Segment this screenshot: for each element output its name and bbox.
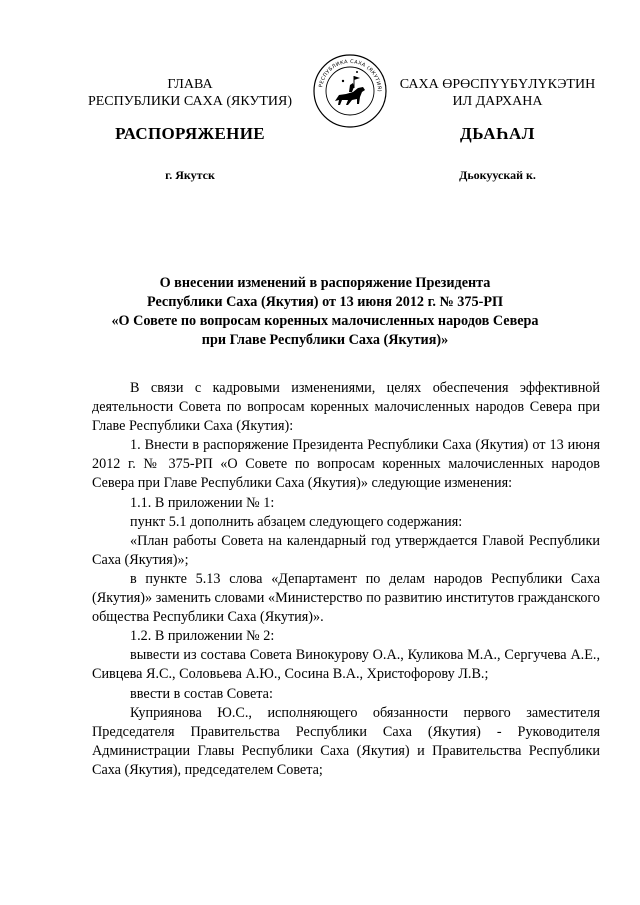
subject-line: при Главе Республики Саха (Якутия)» bbox=[201, 332, 449, 348]
paragraph: 1.1. В приложении № 1: bbox=[130, 494, 275, 511]
paragraph: пункт 5.1 дополнить абзацем следующего содержания: bbox=[130, 513, 463, 530]
subject-line: «О Совете по вопросам коренных малочисленных народов Севера bbox=[111, 313, 539, 329]
city-sakha: Дьокуускай к. bbox=[459, 168, 536, 182]
document-body bbox=[92, 379, 600, 780]
header-right-line2: ИЛ ДАРХАНА bbox=[452, 94, 543, 109]
emblem-ring-text: РЕСПУБЛИКА САХА (ЯКУТИЯ) bbox=[318, 58, 383, 93]
subject-line: Республики Саха (Якутия) от 13 июня 2012 г. № 375-РП bbox=[146, 294, 504, 310]
header-left bbox=[70, 76, 310, 110]
paragraph: 1.2. В приложении № 2: bbox=[130, 628, 275, 645]
paragraph: 1. Внести в распоряжение Президента Республики Саха (Якутия) от 13 июня 2012 г. № 375-РП «О Совете по вопросам коренных малочисленных народов Севера при Главе Республики Саха (Якутия)» следующие изменения: bbox=[92, 437, 600, 492]
city-ru: г. Якутск bbox=[165, 168, 215, 182]
paragraph: Куприянова Ю.С., исполняющего обязанности первого заместителя Председателя Правительства Республики Саха (Якутия) - Руководителя Администрации Главы Республики Саха (Якутия) и Правительства Республики Саха (Якутия), председателем Совета; bbox=[92, 704, 600, 778]
subject-line: О внесении изменений в распоряжение Президента bbox=[159, 275, 491, 291]
document-subject bbox=[92, 274, 558, 350]
header-left-line1: ГЛАВА bbox=[167, 77, 213, 92]
header-right-line1: САХА ӨРӨСПҮҮБҮЛҮКЭТИН bbox=[399, 77, 596, 92]
header-left-line2: РЕСПУБЛИКИ САХА (ЯКУТИЯ) bbox=[87, 94, 293, 109]
doc-type-sakha: ДЬАҺАЛ bbox=[460, 124, 535, 143]
paragraph: «План работы Совета на календарный год утверждается Главой Республики Саха (Якутия)»; bbox=[92, 532, 600, 568]
coat-of-arms-emblem-icon bbox=[313, 54, 387, 128]
paragraph: в пункте 5.13 слова «Департамент по делам народов Республики Саха (Якутия)» заменить словами «Министерство по развитию институтов гражданского общества Республики Саха (Якутия)». bbox=[92, 570, 600, 626]
paragraph: В связи с кадровыми изменениями, целях обеспечения эффективной деятельности Совета по вопросам коренных малочисленных народов Севера при Главе Республики Саха (Якутия): bbox=[92, 380, 600, 435]
header-right bbox=[390, 76, 605, 110]
paragraph: ввести в состав Совета: bbox=[130, 685, 273, 702]
doc-type-ru: РАСПОРЯЖЕНИЕ bbox=[115, 124, 265, 143]
paragraph: вывести из состава Совета Винокурову О.А., Куликова М.А., Сергучева А.Е., Сивцева Я.С., Соловьева А.Ю., Сосина В.А., Христофорову Л.В.; bbox=[92, 647, 600, 683]
